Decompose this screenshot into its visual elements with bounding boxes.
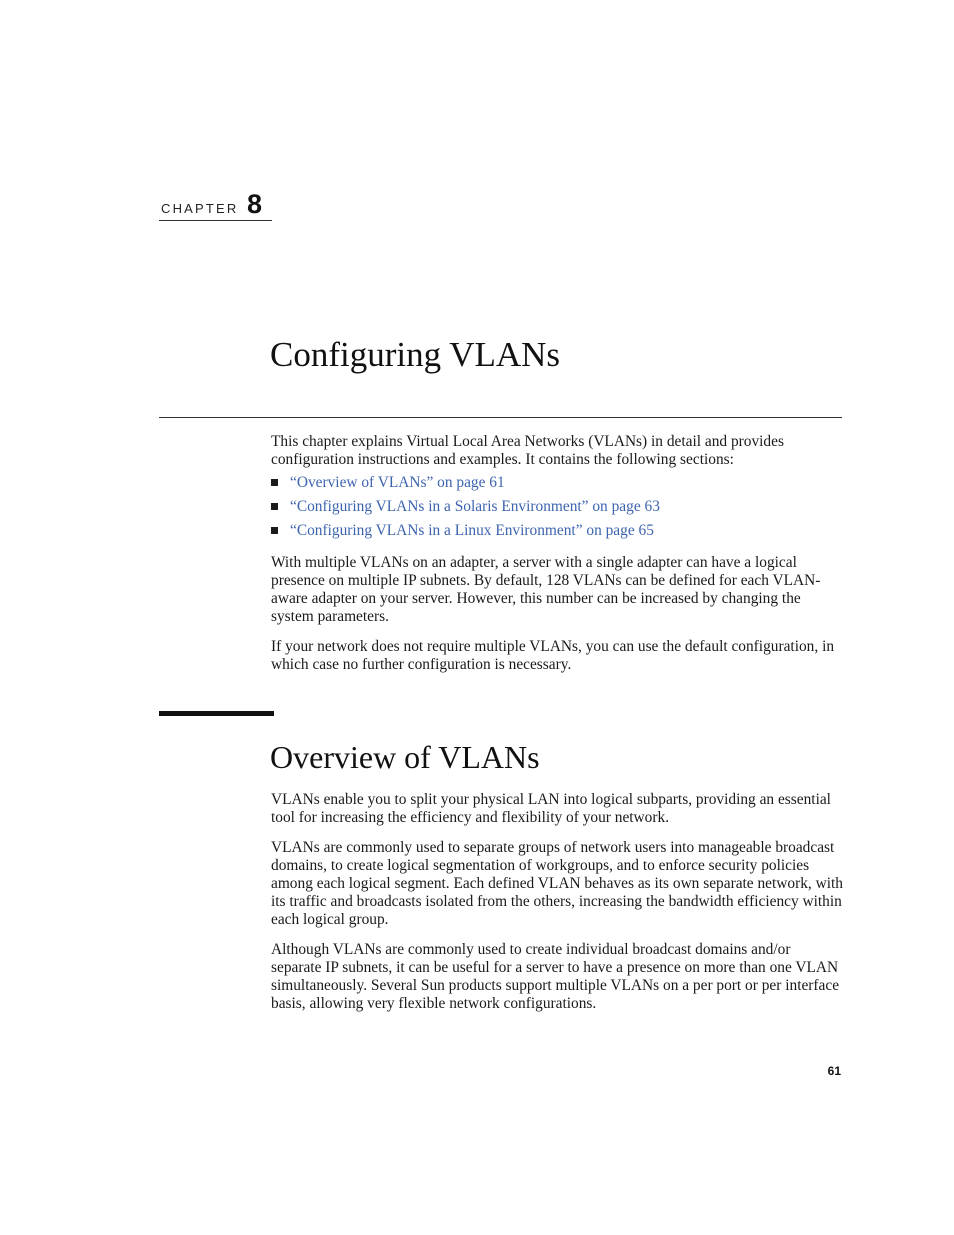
intro-text: This chapter explains Virtual Local Area Networks (VLANs) in detail and provides configuration instructions and examples. It contains the following sections:	[271, 433, 784, 468]
section-paragraph	[271, 791, 843, 827]
section-heading: Overview of VLANs	[270, 739, 540, 775]
paragraph-text: With multiple VLANs on an adapter, a server with a single adapter can have a logical presence on multiple IP subnets. By default, 128 VLANs can be defined for each VLAN-aware adapter on your server. However, this number can be increased by changing the system parameters.	[271, 554, 821, 625]
chapter-title: Configuring VLANs	[270, 335, 561, 374]
default-config-paragraph	[271, 638, 843, 674]
paragraph-text: Although VLANs are commonly used to create individual broadcast domains and/or separate IP subnets, it can be useful for a server to have a presence on more than one VLAN simultaneously. Several Sun products support multiple VLANs on a per port or per interface basis, allowing very flexible network configurations.	[271, 941, 840, 1012]
page-number: 61	[827, 1064, 841, 1078]
chapter-number: 8	[247, 189, 263, 219]
multiple-vlans-paragraph	[271, 554, 843, 626]
section-list-item	[271, 522, 843, 546]
chapter-label	[159, 189, 272, 221]
link-configuring-vlans-solaris[interactable]: “Configuring VLANs in a Solaris Environment” on page 63	[290, 498, 660, 515]
paragraph-text: VLANs enable you to split your physical LAN into logical subparts, providing an essential tool for increasing the efficiency and flexibility of your network.	[271, 791, 831, 826]
title-divider	[159, 417, 842, 418]
paragraph-text: VLANs are commonly used to separate groups of network users into manageable broadcast domains, to create logical segmentation of workgroups, and to enforce security policies among each logical segment. Each defined VLAN behaves as its own separate network, with its traffic and broadcasts isolated from the others, increasing the bandwidth efficiency within each logical group.	[271, 839, 843, 928]
section-list-item	[271, 474, 843, 498]
section-list	[271, 474, 843, 546]
section-paragraph	[271, 839, 843, 929]
link-configuring-vlans-linux[interactable]: “Configuring VLANs in a Linux Environment” on page 65	[290, 522, 654, 539]
square-bullet-icon	[271, 503, 278, 510]
chapter-word: CHAPTER	[161, 201, 239, 216]
paragraph-text: If your network does not require multiple VLANs, you can use the default configuration, in which case no further configuration is necessary.	[271, 638, 835, 673]
intro-paragraph	[271, 433, 843, 469]
section-marker-bar	[159, 711, 274, 716]
link-overview-of-vlans[interactable]: “Overview of VLANs” on page 61	[290, 474, 505, 491]
section-list-item	[271, 498, 843, 522]
square-bullet-icon	[271, 479, 278, 486]
section-paragraph	[271, 941, 843, 1013]
square-bullet-icon	[271, 527, 278, 534]
